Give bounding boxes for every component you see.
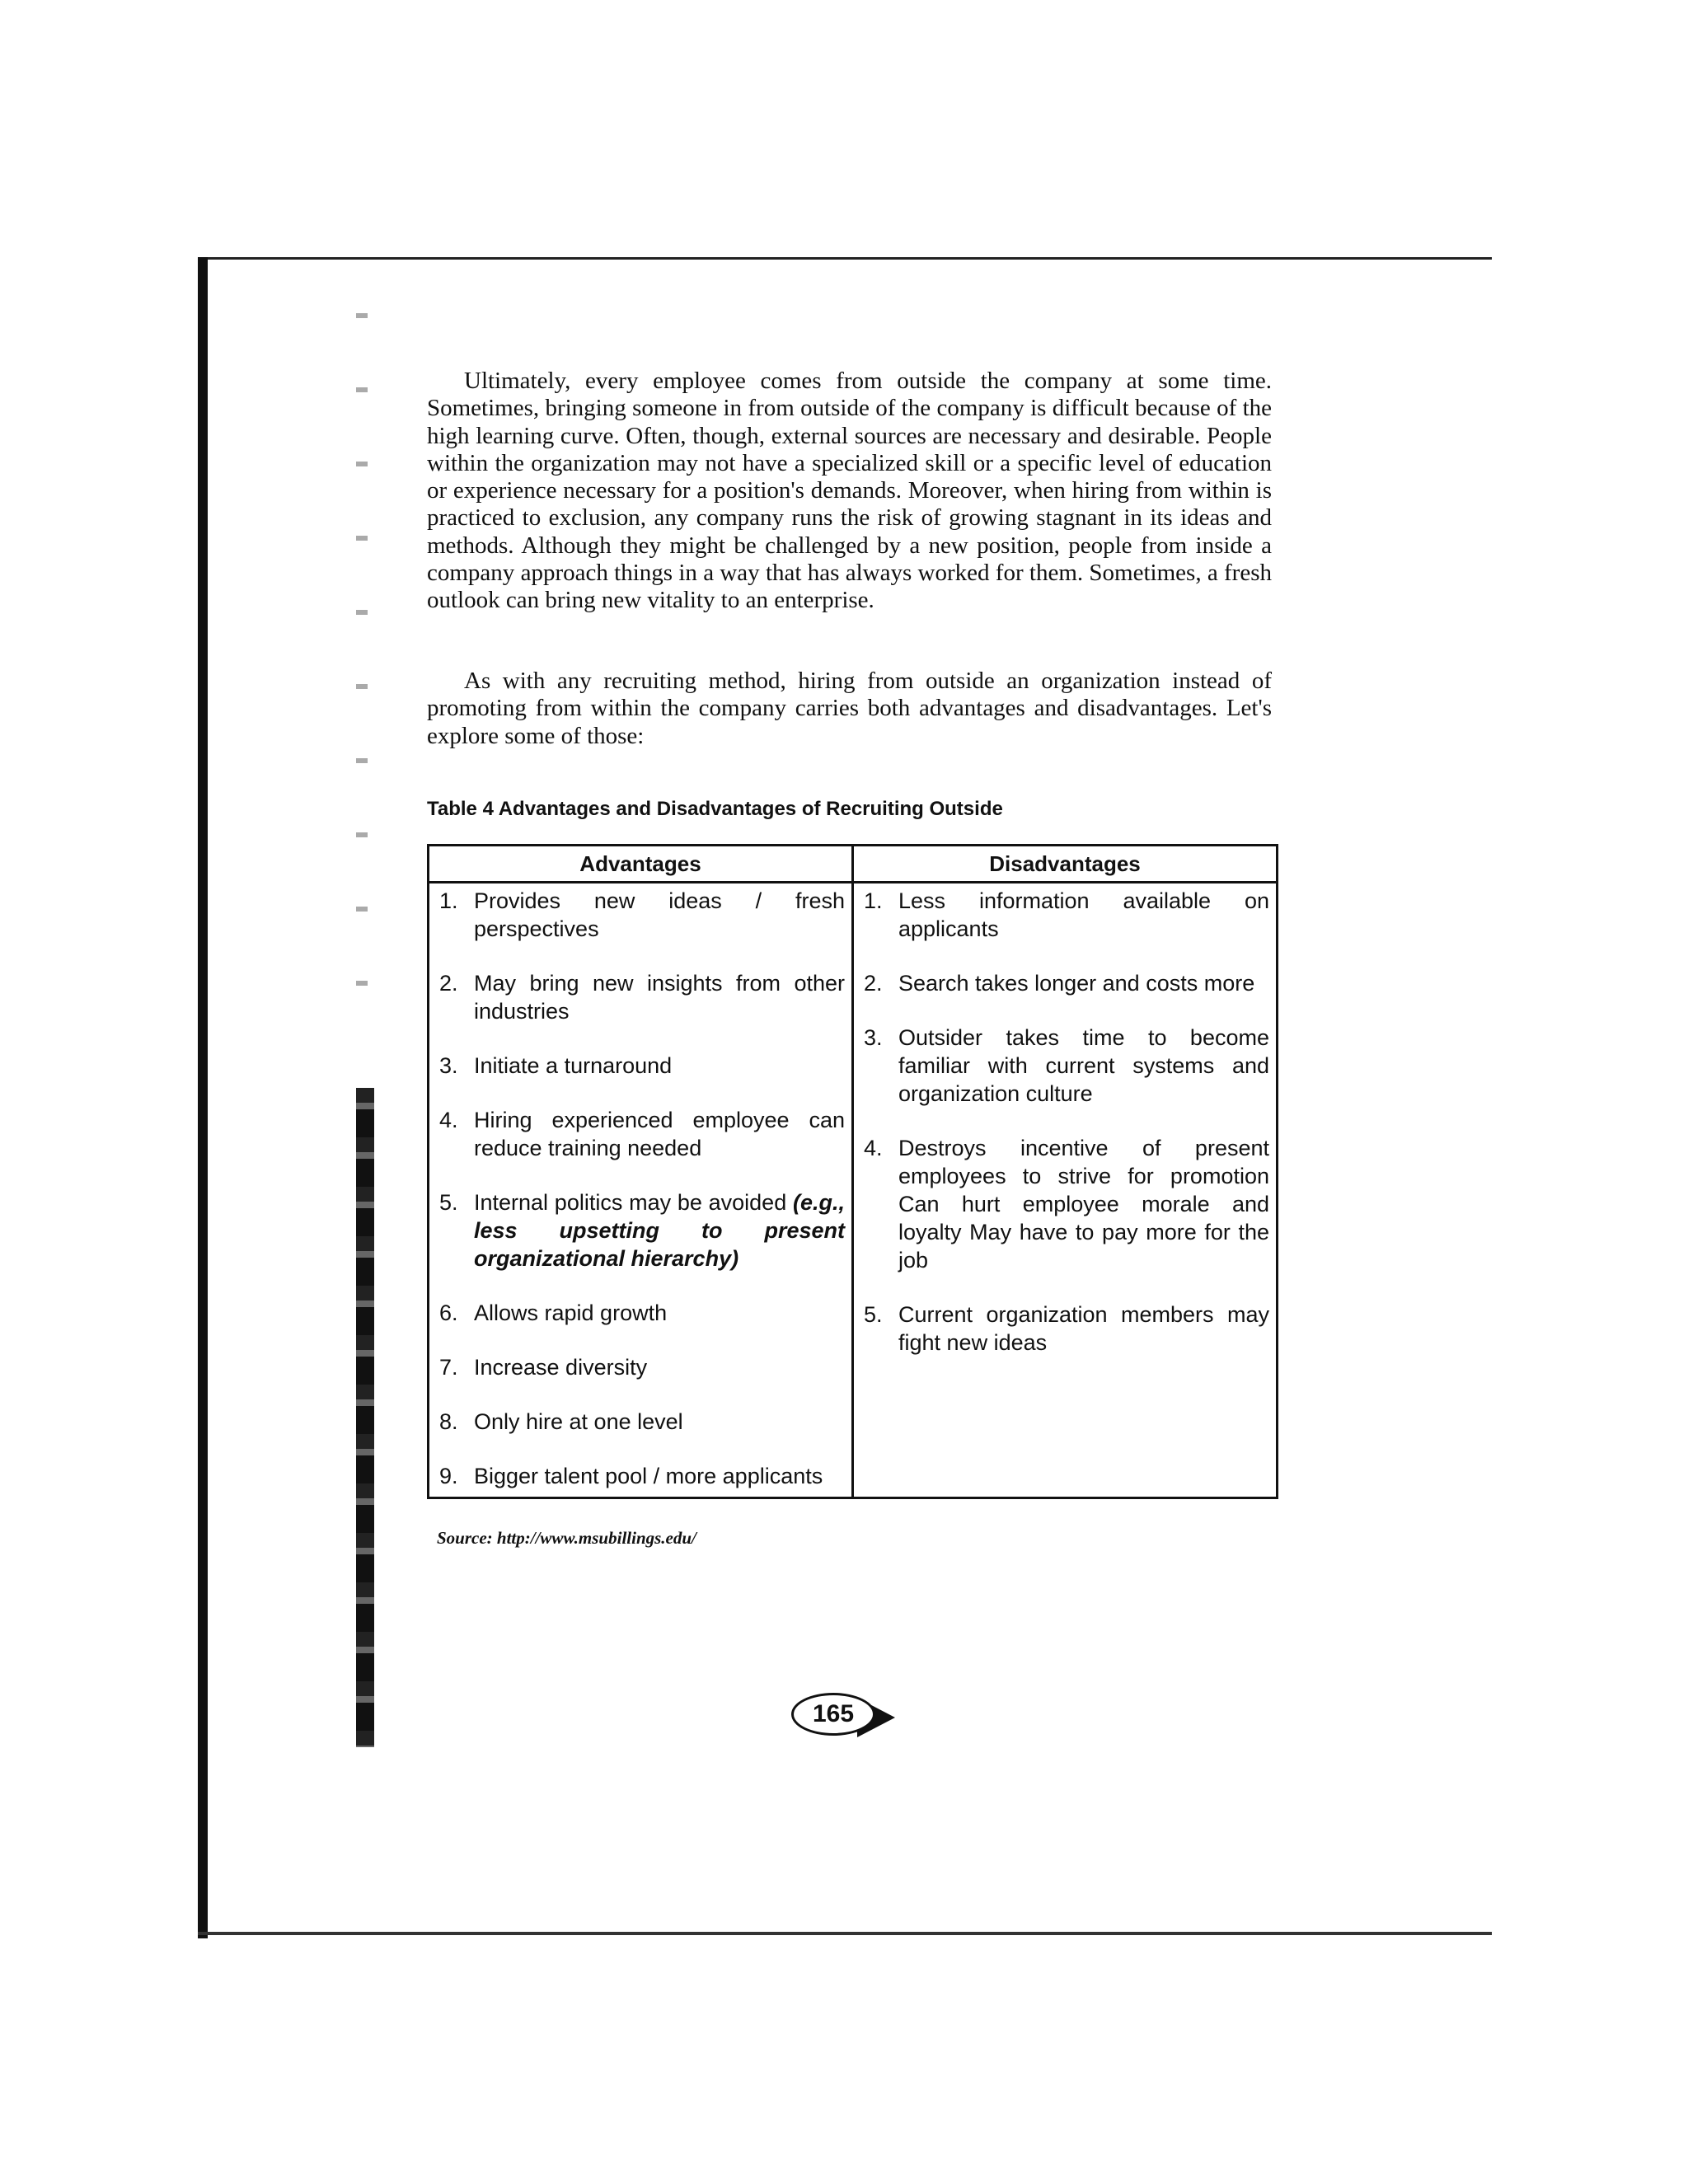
item-text: Bigger talent pool / more applicants — [474, 1464, 823, 1488]
body-paragraph-1 — [427, 368, 1272, 615]
item-text: Provides new ideas / fresh perspectives — [474, 888, 845, 941]
disadvantages-list — [860, 887, 1269, 1357]
list-item — [436, 1353, 845, 1381]
list-item — [436, 1106, 845, 1162]
list-item — [860, 887, 1269, 943]
item-text: Outsider takes time to become familiar with current systems and organization culture — [898, 1025, 1269, 1106]
list-item — [436, 1408, 845, 1436]
item-number: 9. — [439, 1464, 458, 1488]
item-number: 1. — [864, 888, 883, 913]
paragraph-text: As with any recruiting method, hiring from outside an organization instead of promoting from within the company carries both advantages and disadvantages. Let's explore some of those: — [427, 668, 1272, 749]
advantages-disadvantages-table — [427, 844, 1278, 1499]
list-item — [860, 969, 1269, 997]
page-number-badge — [791, 1690, 923, 1739]
item-number: 1. — [439, 888, 458, 913]
item-text: Destroys incentive of present employees to strive for promotion Can hurt employee morale and loyalty May have to pay more for the job — [898, 1136, 1269, 1272]
list-item — [436, 1299, 845, 1327]
item-text: Search takes longer and costs more — [898, 971, 1255, 996]
scan-artifact-dots — [356, 280, 368, 1022]
item-number: 4. — [439, 1108, 458, 1132]
item-number: 8. — [439, 1409, 458, 1434]
advantages-list — [436, 887, 845, 1490]
item-text: Initiate a turnaround — [474, 1053, 673, 1078]
item-number: 3. — [864, 1025, 883, 1050]
list-item — [860, 1134, 1269, 1274]
list-item — [436, 1188, 845, 1272]
header-disadvantages: Disadvantages — [853, 846, 1278, 883]
advantages-cell — [429, 883, 853, 1498]
page-border-left — [198, 257, 208, 1938]
item-number: 5. — [864, 1302, 883, 1327]
item-text: Increase diversity — [474, 1355, 648, 1380]
paragraph-text: Ultimately, every employee comes from outside the company at some time. Sometimes, bringing someone in from outside of the company is difficult because of the high learning curve. Often, though, external sources are necessary and desirable. People within the organization may not have a specialized skill or a specific level of education or experience necessary for a position's demands. Moreover, when hiring from within is practiced to exclusion, any company runs the risk of growing stagnant in its ideas and methods. Although they might be challenged by a new position, people from inside a company approach things in a way that has always worked for them. Sometimes, a fresh outlook can bring new vitality to an enterprise. — [427, 368, 1272, 614]
item-number: 2. — [864, 971, 883, 996]
list-item — [860, 1301, 1269, 1357]
list-item — [436, 969, 845, 1025]
page-border-top — [198, 257, 1492, 260]
page-border-bottom — [198, 1932, 1492, 1935]
page-number: 165 — [791, 1693, 875, 1736]
list-item — [436, 1462, 845, 1490]
table-caption: Table 4 Advantages and Disadvantages of Recruiting Outside — [427, 798, 1003, 820]
list-item — [436, 887, 845, 943]
item-number: 7. — [439, 1355, 458, 1380]
source-citation: Source: http://www.msubillings.edu/ — [437, 1528, 696, 1548]
item-number: 4. — [864, 1136, 883, 1160]
item-text: Internal politics may be avoided — [474, 1190, 787, 1215]
item-italic-note: (e.g., less upsetting to present organizational hierarchy) — [474, 1190, 845, 1271]
body-paragraph-2 — [427, 668, 1272, 750]
item-number: 3. — [439, 1053, 458, 1078]
scan-artifact-strip — [356, 1088, 374, 1747]
item-text: May bring new insights from other industries — [474, 971, 845, 1024]
item-number: 2. — [439, 971, 458, 996]
item-number: 5. — [439, 1190, 458, 1215]
list-item — [860, 1024, 1269, 1108]
item-text: Current organization members may fight new ideas — [898, 1302, 1269, 1355]
item-text: Allows rapid growth — [474, 1301, 668, 1325]
item-text: Only hire at one level — [474, 1409, 683, 1434]
item-text: Hiring experienced employee can reduce training needed — [474, 1108, 845, 1160]
item-number: 6. — [439, 1301, 458, 1325]
item-text: Less information available on applicants — [898, 888, 1269, 941]
list-item — [436, 1052, 845, 1080]
disadvantages-cell — [853, 883, 1278, 1498]
header-advantages: Advantages — [429, 846, 853, 883]
